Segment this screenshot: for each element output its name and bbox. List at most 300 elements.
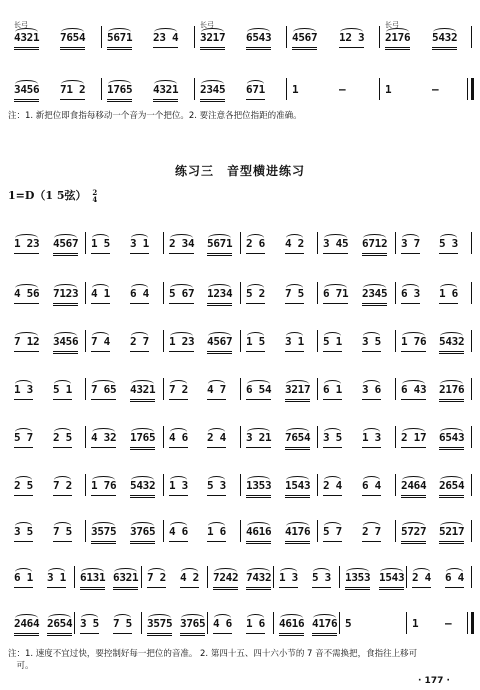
note-group	[91, 431, 116, 448]
note-group	[53, 237, 78, 256]
note-group	[207, 287, 232, 306]
note-group-text: 4321	[14, 31, 40, 44]
slur-mark	[363, 380, 380, 388]
note-group-text: 3 5	[362, 335, 381, 348]
score-row	[8, 520, 472, 542]
slur-mark	[446, 568, 463, 576]
note-group-text: 2 4	[323, 479, 342, 492]
meter-bottom: 4	[92, 195, 98, 204]
note-group-text: 7432	[246, 571, 272, 584]
note-group-text: 5 3	[312, 571, 331, 584]
note-group-text: 2176	[385, 31, 411, 44]
slur-mark	[54, 332, 77, 340]
note-group-text: 7123	[53, 287, 79, 300]
note-group-text: 7 2	[147, 571, 166, 584]
slur-mark	[15, 28, 38, 36]
note-group-text: 1 5	[246, 335, 265, 348]
note-group-text: 3575	[91, 525, 117, 538]
score-row	[8, 566, 472, 588]
note-group	[53, 335, 78, 354]
slur-mark	[201, 80, 224, 88]
slur-mark	[340, 28, 363, 36]
slur-mark	[201, 28, 224, 36]
barline	[471, 330, 472, 352]
slur-mark	[440, 380, 463, 388]
note-group	[207, 237, 232, 256]
note-group-text: 7 5	[53, 525, 72, 538]
note-group-text: 6131	[80, 571, 106, 584]
note-group-text: 1543	[285, 479, 311, 492]
barline	[317, 426, 318, 448]
time-signature	[92, 189, 97, 203]
slur-mark	[181, 614, 204, 622]
barline	[85, 520, 86, 542]
barline	[85, 330, 86, 352]
barline	[141, 612, 142, 634]
note-group-text: 6 3	[401, 287, 420, 300]
note-group	[53, 287, 78, 306]
note-group-text: 1 6	[439, 287, 458, 300]
slur-mark	[131, 332, 148, 340]
note-group-text: –	[445, 617, 452, 630]
note-group	[246, 525, 271, 544]
note-group	[279, 571, 298, 588]
note-group-text: 5432	[130, 479, 156, 492]
note-group-text: 1 23	[169, 335, 195, 348]
note-group-text: 5 3	[207, 479, 226, 492]
note-group	[401, 431, 426, 448]
note-group-text: 6543	[439, 431, 465, 444]
note-group	[107, 83, 132, 102]
slur-mark	[170, 476, 187, 484]
note-group	[60, 83, 85, 100]
note-group	[180, 571, 199, 588]
note-group-text: 4321	[130, 383, 156, 396]
slur-mark	[114, 614, 131, 622]
note-group	[432, 31, 457, 50]
note-group	[14, 525, 33, 542]
slur-mark	[440, 234, 457, 242]
slur-mark	[170, 332, 193, 340]
barline	[74, 566, 75, 588]
slur-mark	[15, 568, 32, 576]
slur-mark	[380, 568, 403, 576]
slur-mark	[15, 380, 32, 388]
slur-mark	[280, 614, 303, 622]
note-group	[412, 571, 431, 588]
note-group-text: 71 2	[60, 83, 86, 96]
note-group-text: 5671	[207, 237, 233, 250]
slur-mark	[247, 332, 264, 340]
slur-mark	[92, 234, 109, 242]
note-group	[207, 383, 226, 400]
note-group	[285, 335, 304, 352]
slur-mark	[324, 476, 341, 484]
note-group-text: 4 7	[207, 383, 226, 396]
barline	[240, 520, 241, 542]
note-group	[379, 571, 404, 590]
barline	[85, 426, 86, 448]
note-group-text: 2 6	[246, 237, 265, 250]
barline	[240, 378, 241, 400]
note-group-text: 4 32	[91, 431, 117, 444]
note-group	[107, 31, 132, 50]
slur-mark	[154, 28, 177, 36]
slur-mark	[108, 80, 131, 88]
note-group	[246, 335, 265, 352]
slur-mark	[170, 380, 187, 388]
note-group-text: 3 1	[130, 237, 149, 250]
barline	[240, 426, 241, 448]
note-group-text: 5 2	[246, 287, 265, 300]
note-group	[169, 237, 194, 254]
note-group-text: 1543	[379, 571, 405, 584]
note-group	[200, 83, 225, 102]
bowing-marking: 长弓	[200, 21, 214, 29]
note-group	[345, 571, 370, 590]
barline	[395, 426, 396, 448]
note-group-text: 5 7	[323, 525, 342, 538]
barline	[339, 612, 340, 634]
note-group	[14, 83, 39, 102]
score-row	[8, 232, 472, 254]
note-group-text: 2 34	[169, 237, 195, 250]
note-group	[14, 335, 39, 352]
note-group	[246, 31, 271, 50]
note-group-text: 5432	[432, 31, 458, 44]
barline	[194, 78, 195, 100]
note-group-text: 4176	[312, 617, 338, 630]
barline	[379, 78, 380, 100]
barline	[471, 474, 472, 496]
slur-mark	[286, 332, 303, 340]
note-group	[339, 31, 364, 48]
note-group-text: 2176	[439, 383, 465, 396]
note-group-text: 4567	[207, 335, 233, 348]
note-group	[292, 31, 317, 50]
note-group-text: 5671	[107, 31, 133, 44]
note-group	[200, 21, 226, 50]
barline	[240, 330, 241, 352]
note-group-text: 2654	[439, 479, 465, 492]
barline	[471, 378, 472, 400]
slur-mark	[54, 284, 77, 292]
slur-mark	[54, 522, 71, 530]
slur-mark	[247, 80, 264, 88]
note-group-text: 5 3	[439, 237, 458, 250]
note-group	[130, 431, 155, 450]
slur-mark	[92, 332, 109, 340]
note-group-text: 3 1	[285, 335, 304, 348]
slur-mark	[346, 568, 369, 576]
note-group	[362, 383, 381, 400]
note-group	[345, 617, 351, 633]
slur-mark	[402, 380, 425, 388]
note-group-text: 3 7	[401, 237, 420, 250]
note-group-text: 1	[385, 83, 392, 96]
note-group	[285, 383, 310, 402]
slur-mark	[324, 380, 341, 388]
slur-mark	[15, 522, 32, 530]
note-group-text: 2 5	[53, 431, 72, 444]
note-group	[207, 335, 232, 354]
slur-mark	[54, 380, 71, 388]
note-group	[130, 287, 149, 304]
note-group	[213, 571, 238, 590]
note-group-text: 3765	[180, 617, 206, 630]
slur-mark	[363, 234, 386, 242]
note-group	[53, 383, 72, 400]
note-group	[169, 431, 188, 448]
barline	[406, 612, 407, 634]
note-group-text: 6 4	[445, 571, 464, 584]
note-group-text: 671	[246, 83, 265, 96]
slur-mark	[131, 522, 154, 530]
barline	[141, 566, 142, 588]
slur-mark	[148, 614, 171, 622]
note-group	[323, 383, 342, 400]
note-group-text: 1234	[207, 287, 233, 300]
barline	[194, 26, 195, 48]
note-group-text: 6 43	[401, 383, 427, 396]
slur-mark	[92, 476, 115, 484]
barline	[395, 474, 396, 496]
note-group-text: 1	[292, 83, 299, 96]
slur-mark	[363, 476, 380, 484]
slur-mark	[170, 234, 193, 242]
note-group	[130, 525, 155, 544]
note-group	[323, 335, 342, 352]
note-group-text: 6 54	[246, 383, 272, 396]
barline	[163, 426, 164, 448]
note-group	[169, 287, 194, 304]
slur-mark	[402, 332, 425, 340]
note-group-text: 3456	[14, 83, 40, 96]
barline	[163, 232, 164, 254]
note-group	[130, 335, 149, 352]
note-group-text: 1 5	[91, 237, 110, 250]
note-group-text: 7654	[60, 31, 86, 44]
note-group	[14, 617, 39, 636]
note-group-text: 1 76	[91, 479, 117, 492]
note-group	[153, 31, 178, 48]
slur-mark	[15, 234, 38, 242]
barline	[471, 520, 472, 542]
slur-mark	[131, 380, 154, 388]
note-group	[113, 571, 138, 590]
barline	[207, 566, 208, 588]
slur-mark	[440, 476, 463, 484]
slur-mark	[402, 234, 419, 242]
barline	[379, 26, 380, 48]
note-group	[147, 617, 172, 636]
note-group	[439, 237, 458, 254]
slur-mark	[92, 380, 115, 388]
note-group-text: 5432	[439, 335, 465, 348]
note-group	[439, 383, 464, 402]
note-group-text: 3575	[147, 617, 173, 630]
slur-mark	[286, 522, 309, 530]
note-group-text: 7 5	[113, 617, 132, 630]
note-group-text: 7 2	[169, 383, 188, 396]
note-group	[91, 479, 116, 496]
note-group-text: 2 17	[401, 431, 427, 444]
slur-mark	[15, 332, 38, 340]
note-group-text: 7654	[285, 431, 311, 444]
note-group	[323, 237, 348, 254]
note-group-text: 1 3	[279, 571, 298, 584]
note-group	[439, 525, 464, 544]
note-group	[169, 479, 188, 496]
note-group-text: –	[339, 83, 346, 96]
barline	[467, 612, 474, 634]
note-group-text: 5	[345, 617, 352, 630]
note-group	[169, 383, 188, 400]
note-group	[401, 383, 426, 400]
footnote-2: 注：1. 速度不宜过快，要控制好每一把位的音准。 2. 第四十五、四十六小节的 7 音不需换把，食指往上移可	[8, 649, 418, 659]
note-group-text: 6543	[246, 31, 272, 44]
barline	[163, 520, 164, 542]
note-group-text: 7 5	[285, 287, 304, 300]
note-group	[91, 287, 110, 304]
note-group-text: 5727	[401, 525, 427, 538]
note-group-text: –	[432, 83, 439, 96]
barline	[317, 520, 318, 542]
slur-mark	[363, 284, 386, 292]
slur-mark	[247, 522, 270, 530]
slur-mark	[247, 476, 270, 484]
note-group	[312, 571, 331, 588]
note-group-text: 1 6	[207, 525, 226, 538]
note-group-text: 2 5	[14, 479, 33, 492]
note-group-text: 3765	[130, 525, 156, 538]
note-group-text: 2345	[200, 83, 226, 96]
note-group-text: 4321	[153, 83, 179, 96]
note-group	[130, 479, 155, 498]
score-row	[8, 282, 472, 304]
slur-mark	[324, 428, 341, 436]
note-group	[91, 383, 116, 400]
slur-mark	[363, 522, 380, 530]
slur-mark	[81, 568, 104, 576]
barline	[471, 426, 472, 448]
note-group	[432, 83, 438, 99]
note-group	[213, 617, 232, 634]
note-group-text: 4 2	[285, 237, 304, 250]
note-group-text: 7 4	[91, 335, 110, 348]
note-group-text: 1 3	[362, 431, 381, 444]
slur-mark	[402, 428, 425, 436]
score-row	[8, 330, 472, 352]
barline	[317, 282, 318, 304]
note-group	[401, 479, 426, 498]
slur-mark	[92, 284, 109, 292]
note-group	[53, 479, 72, 496]
barline	[471, 282, 472, 304]
note-group	[246, 237, 265, 254]
slur-mark	[433, 28, 456, 36]
barline	[286, 78, 287, 100]
note-group	[401, 335, 426, 352]
score-row	[8, 474, 472, 496]
note-group	[401, 525, 426, 544]
slur-mark	[181, 568, 198, 576]
slur-mark	[61, 28, 84, 36]
note-group	[53, 525, 72, 542]
barline	[85, 232, 86, 254]
note-group-text: 1353	[345, 571, 371, 584]
note-group	[362, 237, 387, 256]
slur-mark	[247, 380, 270, 388]
note-group-text: 6 71	[323, 287, 349, 300]
note-group	[323, 287, 348, 304]
slur-mark	[214, 568, 237, 576]
slur-mark	[363, 428, 380, 436]
slur-mark	[48, 614, 71, 622]
note-group-text: 5 67	[169, 287, 195, 300]
note-group-text: 6 4	[130, 287, 149, 300]
barline	[163, 378, 164, 400]
note-group	[180, 617, 205, 636]
barline	[317, 378, 318, 400]
barline	[471, 232, 472, 254]
barline	[395, 520, 396, 542]
note-group	[91, 335, 110, 352]
note-group-text: 1765	[130, 431, 156, 444]
note-group-text: 5 1	[323, 335, 342, 348]
note-group-text: 4567	[53, 237, 79, 250]
note-group	[153, 83, 178, 102]
note-group-text: 2 4	[207, 431, 226, 444]
note-group	[147, 571, 166, 588]
note-group-text: 4 2	[180, 571, 199, 584]
note-group	[385, 21, 411, 50]
note-group-text: 3 5	[323, 431, 342, 444]
note-group-text: 1 76	[401, 335, 427, 348]
note-group-text: 4 6	[169, 431, 188, 444]
barline	[395, 378, 396, 400]
barline	[317, 232, 318, 254]
key-text: 1=D（1 5弦）	[8, 189, 87, 202]
slur-mark	[324, 284, 347, 292]
slur-mark	[440, 284, 457, 292]
page-number: · 177 ·	[418, 676, 450, 686]
slur-mark	[208, 476, 225, 484]
slur-mark	[286, 234, 303, 242]
slur-mark	[170, 284, 193, 292]
slur-mark	[402, 476, 425, 484]
slur-mark	[208, 522, 225, 530]
note-group	[439, 287, 458, 304]
note-group	[14, 287, 39, 304]
barline	[74, 612, 75, 634]
note-group	[246, 617, 265, 634]
note-group	[246, 479, 271, 498]
note-group-text: 1 3	[169, 479, 188, 492]
note-group	[362, 431, 381, 448]
barline	[395, 232, 396, 254]
note-group-text: 6 1	[323, 383, 342, 396]
slur-mark	[247, 284, 264, 292]
slur-mark	[324, 332, 341, 340]
note-group-text: 4 1	[91, 287, 110, 300]
bowing-marking: 长弓	[385, 21, 399, 29]
slur-mark	[286, 476, 309, 484]
note-group-text: 12 3	[339, 31, 365, 44]
note-group	[207, 479, 226, 496]
barline	[85, 474, 86, 496]
key-signature	[8, 187, 97, 203]
